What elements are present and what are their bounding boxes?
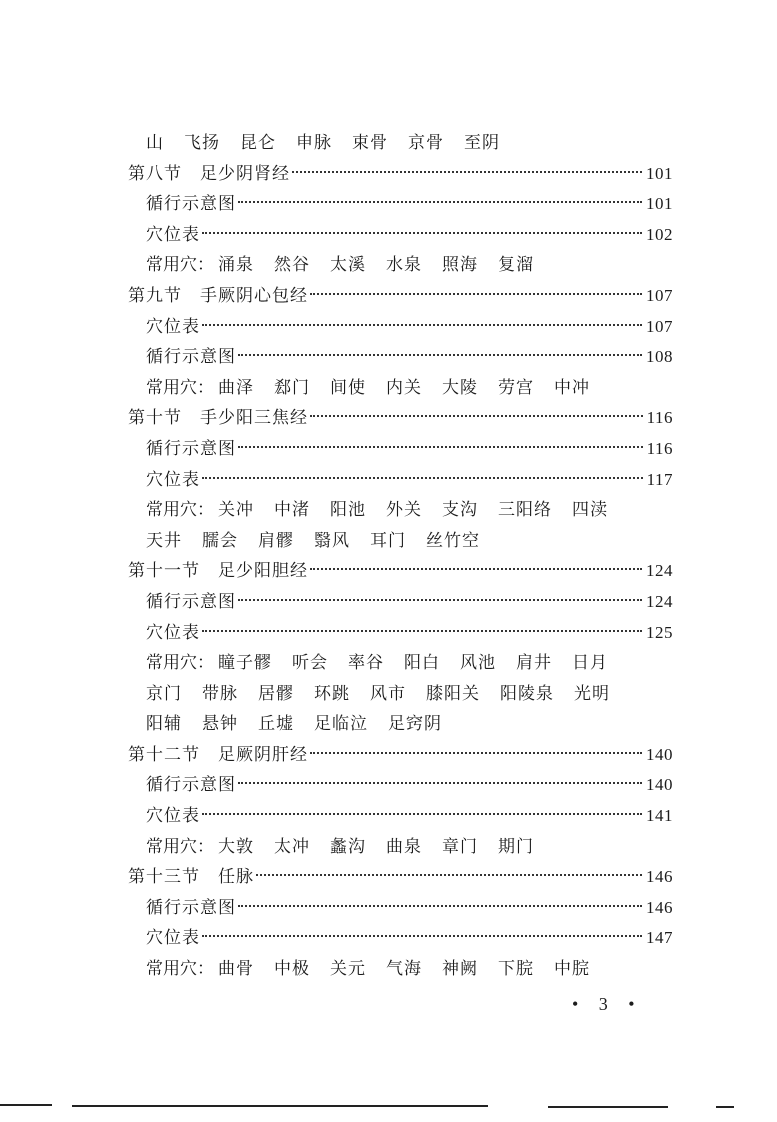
scan-edge-line [0, 1104, 52, 1106]
acupoint-name: 太冲 [274, 836, 310, 857]
acupoint-name: 蠡沟 [330, 836, 366, 857]
toc-acupoint-line [128, 648, 673, 679]
toc-subentry[interactable] [128, 189, 673, 220]
toc-acupoint-line [128, 526, 673, 557]
dot-leader [238, 905, 642, 907]
acupoint-heading: 常用穴： [146, 377, 214, 398]
acupoint-name: 大陵 [442, 377, 478, 398]
toc-subentry[interactable] [128, 770, 673, 801]
dot-leader [202, 813, 642, 815]
acupoint-heading: 常用穴： [146, 959, 214, 980]
acupoint-name: 日月 [572, 653, 608, 674]
scan-edge-line [716, 1106, 734, 1108]
page-ref: 146 [646, 897, 673, 917]
dot-leader [310, 752, 642, 754]
toc-acupoint-line [128, 832, 673, 863]
acupoint-name: 臑会 [202, 530, 238, 551]
acupoint-name: 下脘 [498, 959, 534, 980]
acupoint-name: 束骨 [352, 133, 388, 153]
table-of-contents [128, 128, 673, 985]
dot-leader [238, 201, 642, 203]
acupoint-heading: 常用穴： [146, 836, 214, 857]
section-title: 第十三节 任脉 [128, 867, 254, 888]
acupoint-name: 翳风 [314, 530, 350, 551]
acupoint-name: 听会 [292, 653, 328, 674]
toc-subentry[interactable] [128, 312, 673, 343]
acupoint-name: 期门 [498, 836, 534, 857]
acupoint-name: 光明 [574, 683, 610, 704]
toc-acupoint-line [128, 250, 673, 281]
acupoint-name: 外关 [386, 500, 422, 521]
acupoint-name: 飞扬 [184, 133, 220, 153]
acupoint-name: 神阙 [442, 959, 478, 980]
subentry-label: 循行示意图 [146, 897, 236, 918]
subentry-label: 循行示意图 [146, 438, 236, 459]
acupoint-name: 涌泉 [218, 255, 254, 276]
toc-subentry[interactable] [128, 342, 673, 373]
acupoint-name: 阳陵泉 [500, 683, 554, 704]
page-ref: 116 [646, 438, 673, 458]
dot-leader [202, 232, 642, 234]
subentry-label: 循行示意图 [146, 347, 236, 368]
subentry-label: 穴位表 [146, 928, 200, 949]
acupoint-name: 悬钟 [202, 714, 238, 735]
toc-section-heading[interactable] [128, 556, 673, 587]
acupoint-name: 中脘 [554, 959, 590, 980]
toc-acupoint-line [128, 709, 673, 740]
acupoint-name: 丝竹空 [426, 530, 480, 551]
dot-leader [292, 171, 642, 173]
acupoint-name: 大敦 [218, 836, 254, 857]
acupoint-name: 足窍阴 [388, 714, 442, 735]
acupoint-name: 带脉 [202, 683, 238, 704]
page-ref: 116 [646, 408, 673, 428]
subentry-label: 循行示意图 [146, 591, 236, 612]
acupoint-name: 曲泽 [218, 377, 254, 398]
acupoint-name: 劳宫 [498, 377, 534, 398]
page-ref: 146 [646, 867, 673, 887]
acupoint-name: 肩井 [516, 653, 552, 674]
toc-section-heading[interactable] [128, 862, 673, 893]
acupoint-name: 关元 [330, 959, 366, 980]
toc-section-heading[interactable] [128, 403, 673, 434]
section-title: 第八节 足少阴肾经 [128, 163, 290, 184]
dot-leader [310, 568, 642, 570]
toc-acupoint-line [128, 128, 673, 159]
toc-subentry[interactable] [128, 618, 673, 649]
acupoint-name: 昆仑 [240, 133, 276, 153]
page-ref: 147 [646, 928, 673, 948]
acupoint-name: 申脉 [296, 133, 332, 153]
acupoint-name: 中冲 [554, 377, 590, 398]
acupoint-name: 水泉 [386, 255, 422, 276]
toc-subentry[interactable] [128, 220, 673, 251]
scan-edge-line [548, 1106, 668, 1108]
toc-section-heading[interactable] [128, 281, 673, 312]
toc-section-heading[interactable] [128, 740, 673, 771]
subentry-label: 穴位表 [146, 622, 200, 643]
acupoint-name: 耳门 [370, 530, 406, 551]
section-title: 第十一节 足少阳胆经 [128, 561, 308, 582]
acupoint-name: 天井 [146, 530, 182, 551]
dot-leader [202, 935, 642, 937]
page-ref: 140 [646, 744, 673, 764]
acupoint-name: 风池 [460, 653, 496, 674]
toc-acupoint-line [128, 679, 673, 710]
dot-leader [238, 446, 643, 448]
acupoint-name: 居髎 [258, 683, 294, 704]
dot-leader [202, 477, 643, 479]
subentry-label: 穴位表 [146, 806, 200, 827]
section-title: 第十节 手少阳三焦经 [128, 408, 308, 429]
acupoint-name: 曲骨 [218, 959, 254, 980]
subentry-label: 穴位表 [146, 469, 200, 490]
subentry-label: 循行示意图 [146, 775, 236, 796]
page-ref: 125 [646, 622, 673, 642]
acupoint-name: 瞳子髎 [218, 653, 272, 674]
toc-subentry[interactable] [128, 893, 673, 924]
acupoint-name: 京门 [146, 683, 182, 704]
acupoint-name: 照海 [442, 255, 478, 276]
acupoint-name: 环跳 [314, 683, 350, 704]
dot-leader [310, 415, 643, 417]
toc-subentry[interactable] [128, 923, 673, 954]
acupoint-name: 风市 [370, 683, 406, 704]
acupoint-name: 阳辅 [146, 714, 182, 735]
page-ref: 107 [646, 285, 673, 305]
toc-subentry[interactable] [128, 434, 673, 465]
acupoint-name: 至阴 [464, 133, 500, 153]
dot-leader [256, 874, 642, 876]
acupoint-name: 曲泉 [386, 836, 422, 857]
toc-section-heading[interactable] [128, 159, 673, 190]
subentry-label: 循行示意图 [146, 194, 236, 215]
acupoint-name: 章门 [442, 836, 478, 857]
page-number: • 3 • [572, 994, 643, 1014]
page-ref: 117 [646, 469, 673, 489]
scan-edge-line [72, 1105, 488, 1107]
acupoint-heading: 常用穴： [146, 500, 214, 521]
section-title: 第九节 手厥阴心包经 [128, 285, 308, 306]
page-ref: 124 [646, 561, 673, 581]
dot-leader [238, 354, 642, 356]
acupoint-name: 丘墟 [258, 714, 294, 735]
toc-acupoint-line [128, 373, 673, 404]
acupoint-name: 膝阳关 [426, 683, 480, 704]
acupoint-name: 然谷 [274, 255, 310, 276]
toc-acupoint-line [128, 954, 673, 985]
dot-leader [238, 599, 642, 601]
acupoint-name: 三阳络 [498, 500, 552, 521]
toc-acupoint-line [128, 495, 673, 526]
acupoint-name: 内关 [386, 377, 422, 398]
acupoint-name: 中渚 [274, 500, 310, 521]
acupoint-name: 足临泣 [314, 714, 368, 735]
toc-subentry[interactable] [128, 465, 673, 496]
dot-leader [310, 293, 642, 295]
acupoint-name: 郄门 [274, 377, 310, 398]
acupoint-name: 阳池 [330, 500, 366, 521]
acupoint-name: 气海 [386, 959, 422, 980]
dot-leader [202, 324, 642, 326]
acupoint-name: 支沟 [442, 500, 478, 521]
acupoint-heading: 常用穴： [146, 255, 214, 276]
acupoint-name: 四渎 [572, 500, 608, 521]
page-ref: 141 [646, 806, 673, 826]
acupoint-name: 关冲 [218, 500, 254, 521]
page-ref: 124 [646, 591, 673, 611]
acupoint-heading: 常用穴： [146, 653, 214, 674]
acupoint-name: 肩髎 [258, 530, 294, 551]
section-title: 第十二节 足厥阴肝经 [128, 744, 308, 765]
subentry-label: 穴位表 [146, 316, 200, 337]
acupoint-name: 阳白 [404, 653, 440, 674]
acupoint-name: 太溪 [330, 255, 366, 276]
acupoint-name: 间使 [330, 377, 366, 398]
page-ref: 108 [646, 347, 673, 367]
acupoint-name: 率谷 [348, 653, 384, 674]
acupoint-name: 中极 [274, 959, 310, 980]
subentry-label: 穴位表 [146, 224, 200, 245]
page-ref: 140 [646, 775, 673, 795]
dot-leader [202, 630, 642, 632]
acupoint-fragment: 山 [146, 133, 164, 153]
toc-subentry[interactable] [128, 801, 673, 832]
acupoint-name: 复溜 [498, 255, 534, 276]
toc-subentry[interactable] [128, 587, 673, 618]
page-ref: 102 [646, 224, 673, 244]
page-ref: 101 [646, 194, 673, 214]
page-ref: 101 [646, 163, 673, 183]
acupoint-name: 京骨 [408, 133, 444, 153]
dot-leader [238, 782, 642, 784]
page-ref: 107 [646, 316, 673, 336]
